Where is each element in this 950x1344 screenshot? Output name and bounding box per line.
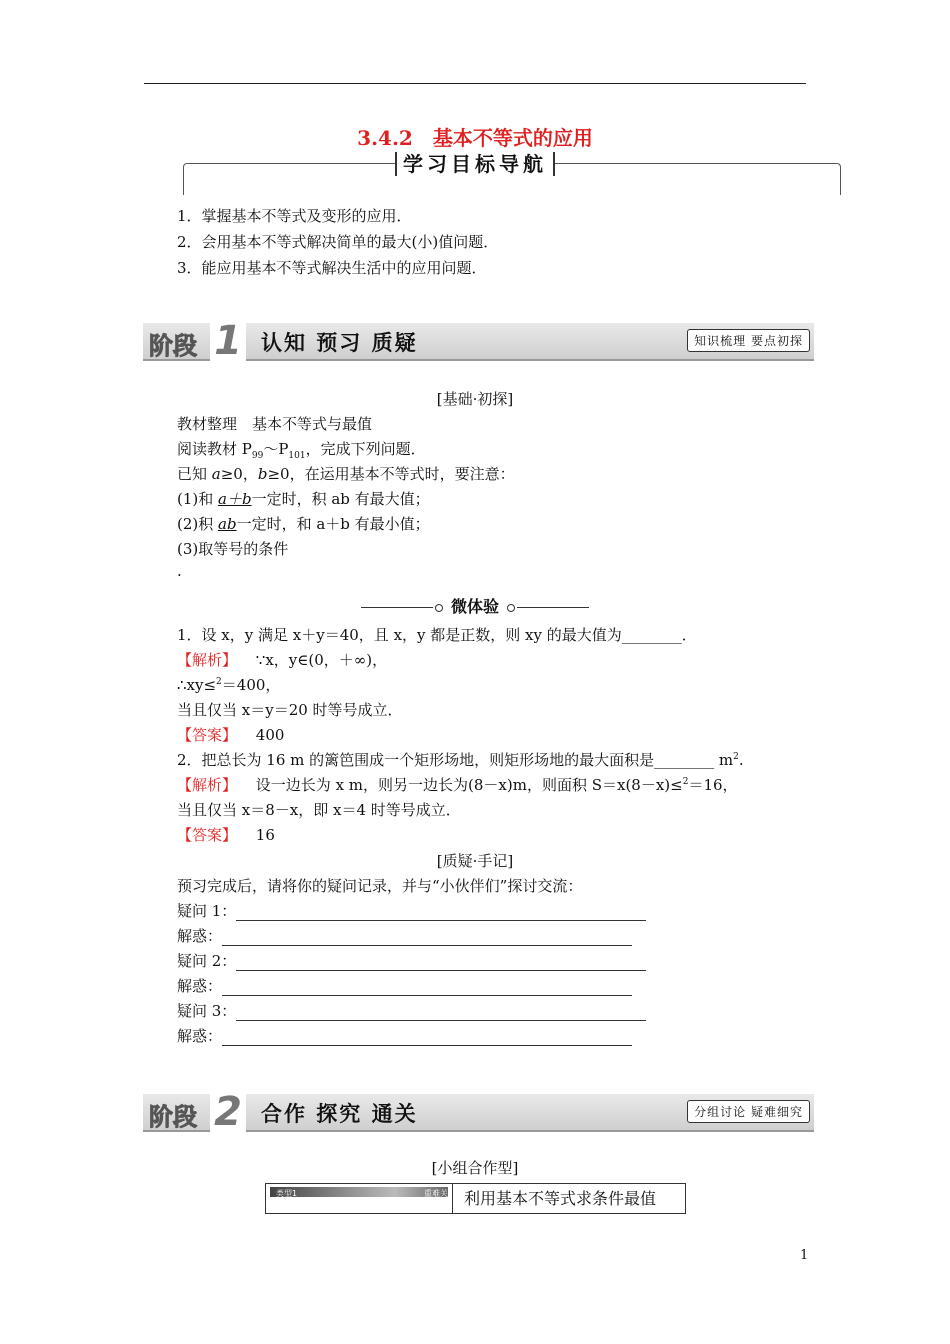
- type-tag: 重难关: [424, 1189, 448, 1198]
- read-page2: 101: [288, 451, 306, 461]
- stage2-title: 合作 探究 通关: [261, 1101, 418, 1126]
- q1-a2-end: ＝400，: [221, 676, 281, 694]
- answer-label-2: 【答案】: [177, 826, 238, 844]
- type-strip: [270, 1187, 448, 1197]
- type-left: [266, 1184, 453, 1213]
- q2-a1-end: ＝16，: [688, 776, 738, 794]
- given-end: ≥0，在运用基本不等式时，要注意：: [267, 465, 515, 483]
- q2-a1: 设一边长为 x m，则另一边长为(8－x)m，则面积 S＝x(8－x)≤: [255, 776, 683, 794]
- given-b: b: [257, 465, 268, 483]
- micro-q1-a3: 当且仅当 x＝y＝20 时等号成立．: [177, 701, 403, 719]
- notes-intro: 预习完成后，请将你的疑问记录，并与“小伙伴们”探讨交流：: [177, 877, 583, 895]
- basics-item-3: (3)取等号的条件: [177, 540, 289, 558]
- stage2-number: 2: [210, 1090, 246, 1134]
- page-number: 1: [800, 1248, 809, 1263]
- item2-post: 一定时，和 a＋b 有最小值；: [236, 515, 430, 533]
- type-label: 类型1: [276, 1189, 298, 1198]
- objective-3: 3．能应用基本不等式解决生活中的应用问题．: [177, 259, 487, 277]
- given-mid: ≥0，: [220, 465, 258, 483]
- deco-dot-right: [507, 604, 515, 612]
- stage2-tag: 分组讨论 疑难细究: [687, 1100, 810, 1123]
- stage1-number: 1: [210, 319, 246, 363]
- notes-answer-2[interactable]: [177, 975, 632, 996]
- read-suffix: ，完成下列问题．: [305, 440, 426, 458]
- micro-q2-answer: [177, 824, 275, 845]
- notes-q1-blank[interactable]: [236, 906, 646, 921]
- top-rule: [144, 83, 806, 84]
- notes-q1-label: 疑问 1：: [177, 902, 237, 920]
- given-prefix: 已知: [177, 465, 212, 483]
- q2-answer: 16: [255, 826, 275, 844]
- q1-a2: ∴xy≤: [177, 676, 217, 694]
- page-title: 3.4.2 基本不等式的应用: [357, 126, 593, 150]
- answer-label: 【答案】: [177, 726, 238, 744]
- objective-1: 1．掌握基本不等式及变形的应用．: [177, 207, 412, 225]
- basics-item-1: [177, 488, 430, 509]
- nav-title: [0, 148, 950, 177]
- q2-text: 2．把总长为 16 m 的篱笆围成一个矩形场地，则矩形场地的最大面积是________ m: [177, 751, 734, 769]
- group-header: [小组合作型]: [431, 1159, 519, 1177]
- notes-question-1[interactable]: [177, 900, 646, 921]
- stage2-bar: [143, 1089, 814, 1135]
- notes-a2-blank[interactable]: [222, 981, 632, 996]
- notes-header: [质疑·手记]: [436, 852, 514, 870]
- micro-q1: 1．设 x，y 满足 x＋y＝40，且 x，y 都是正数，则 xy 的最大值为________．: [177, 626, 697, 644]
- stage1-word: 阶段: [149, 332, 197, 360]
- micro-header: [0, 594, 950, 617]
- basics-dot: .: [177, 562, 182, 580]
- micro-q1-analysis: [177, 649, 387, 670]
- type-title: 利用基本不等式求条件最值: [464, 1189, 657, 1208]
- notes-q3-label: 疑问 3：: [177, 1002, 237, 1020]
- micro-q2-a2: 当且仅当 x＝8－x，即 x＝4 时等号成立．: [177, 801, 461, 819]
- nav-title-text: 学习目标导航: [395, 152, 555, 176]
- type-box: [265, 1183, 686, 1214]
- notes-a1-label: 解惑：: [177, 927, 223, 945]
- micro-q2-analysis: [177, 774, 738, 795]
- notes-a3-label: 解惑：: [177, 1027, 223, 1045]
- notes-q2-label: 疑问 2：: [177, 952, 237, 970]
- micro-q2: [177, 749, 744, 770]
- deco-dot-left: [435, 604, 443, 612]
- item1-pre: (1)和: [177, 490, 219, 508]
- basics-header: [基础·初探]: [436, 390, 514, 408]
- q1-answer: 400: [255, 726, 285, 744]
- item1-blank: a＋b: [218, 490, 252, 508]
- stage1-tag: 知识梳理 要点初探: [687, 329, 810, 352]
- q2-a1-sup: 2: [682, 777, 689, 787]
- item1-post: 一定时，积 ab 有最大值；: [251, 490, 430, 508]
- deco-bar-left: [361, 607, 433, 608]
- stage1-bar: [143, 318, 814, 364]
- notes-a2-label: 解惑：: [177, 977, 223, 995]
- deco-bar-right: [517, 607, 589, 608]
- analysis-label: 【解析】: [177, 651, 238, 669]
- q2-end: .: [738, 751, 744, 769]
- q2-sup: 2: [733, 752, 739, 762]
- basics-given: [177, 463, 515, 484]
- notes-a3-blank[interactable]: [222, 1031, 632, 1046]
- given-a: a: [211, 465, 221, 483]
- notes-q2-blank[interactable]: [236, 956, 646, 971]
- q1-a2-sup: 2: [216, 677, 222, 687]
- notes-question-3[interactable]: [177, 1000, 646, 1021]
- micro-header-text: 微体验: [450, 597, 499, 616]
- micro-q1-answer: [177, 724, 284, 745]
- item2-pre: (2)积: [177, 515, 219, 533]
- basics-topic: 教材整理 基本不等式与最值: [177, 415, 373, 433]
- micro-q1-a2: [177, 674, 280, 695]
- analysis-label-2: 【解析】: [177, 776, 238, 794]
- q1-a1: ∵x，y∈(0，＋∞)，: [255, 651, 388, 669]
- notes-answer-3[interactable]: [177, 1025, 632, 1046]
- stage2-word: 阶段: [149, 1103, 197, 1131]
- read-tilde: ～P: [263, 440, 289, 458]
- notes-q3-blank[interactable]: [236, 1006, 646, 1021]
- notes-question-2[interactable]: [177, 950, 646, 971]
- notes-a1-blank[interactable]: [222, 931, 632, 946]
- notes-answer-1[interactable]: [177, 925, 632, 946]
- read-prefix: 阅读教材 P: [177, 440, 252, 458]
- basics-read: [177, 438, 426, 461]
- basics-item-2: [177, 513, 430, 534]
- read-page1: 99: [251, 451, 264, 461]
- stage1-title: 认知 预习 质疑: [261, 330, 418, 355]
- objective-2: 2．会用基本不等式解决简单的最大(小)值问题．: [177, 233, 499, 251]
- item2-blank: ab: [218, 515, 237, 533]
